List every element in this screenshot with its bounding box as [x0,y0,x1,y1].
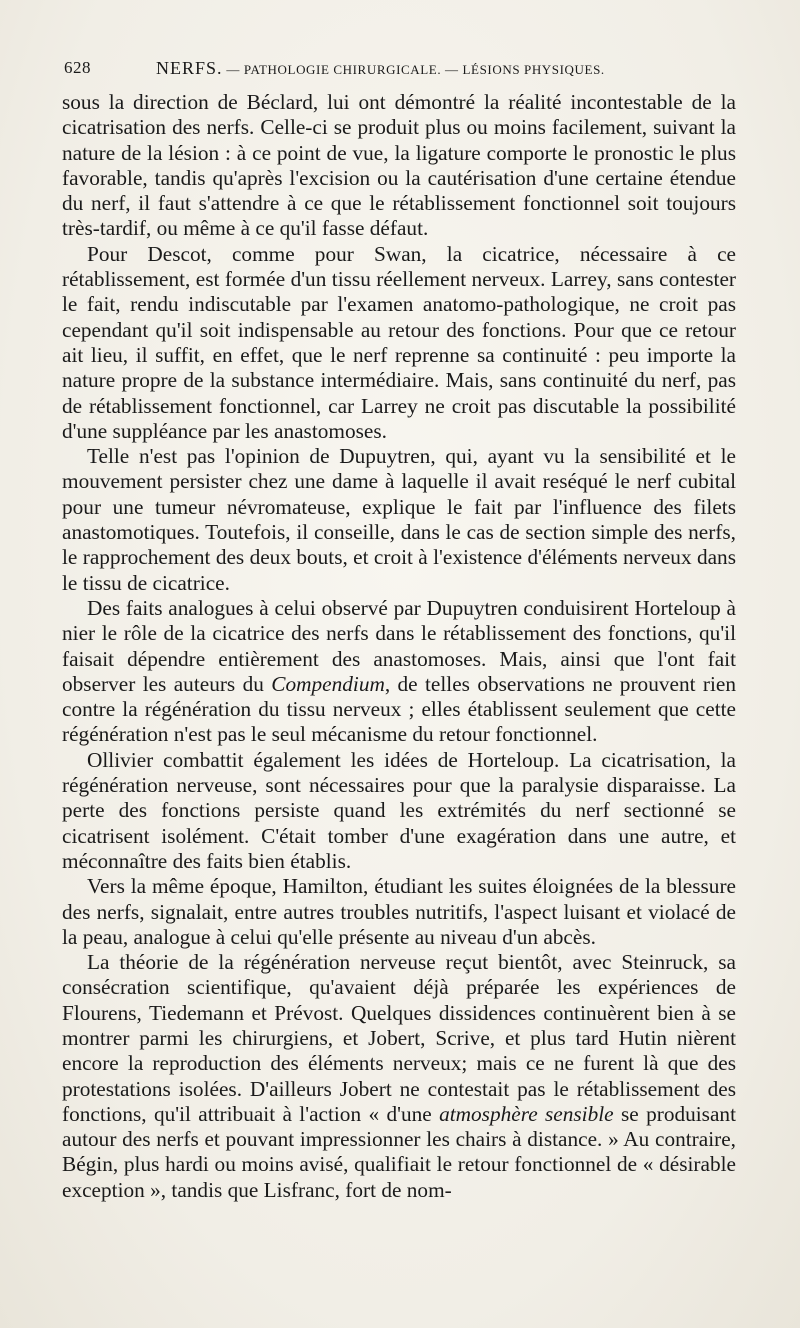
paragraph-text: Des faits analogues à celui observé par Dupuytren conduisirent Horteloup à nier le rôle de la cicatrice des nerfs dans le rétablissement des fonctions, qu'il faisait dépendre entièrement des anastomoses. Mais, ainsi que l'ont fait observer les auteurs du [62,595,736,696]
body-text [62,90,736,1203]
paragraph-text: Telle n'est pas l'opinion de Dupuytren, qui, ayant vu la sensibilité et le mouvement persister chez une dame à laquelle il avait reséqué le nerf cubital pour une tumeur névromateuse, explique le fait par l'influence des filets anastomotiques. Toutefois, il conseille, dans le cas de section simple des nerfs, le rapprochement des deux bouts, et croit à l'existence d'éléments nerveux dans le tissu de cicatrice. [62,444,736,595]
paragraph-text: sous la direction de Béclard, lui ont démontré la réalité incontestable de la cicatrisation des nerfs. Celle-ci se produit plus ou moins facilement, suivant la nature de la lésion : à ce point de vue, la ligature comporte le pronostic le plus favorable, tandis qu'après l'excision ou la cautérisation d'une certaine étendue du nerf, il faut s'attendre à ce que le rétablissement fonctionnel soit toujours très-tardif, ou même à ce qu'il fasse défaut. [62,90,736,241]
paragraph [62,748,736,874]
paragraph [62,90,736,242]
page-header [64,58,760,82]
running-head [156,58,605,79]
paragraph [62,950,736,1203]
page-number: 628 [64,58,91,77]
running-head-section: — PATHOLOGIE CHIRURGICALE. — LÉSIONS PHYSIQUES. [222,62,605,77]
paragraph-text: , de telles observations ne prouvent rien contre la régénération du tissu nerveux ; elles établissent seulement que cette régénération n'est pas le seul mécanisme du retour fonctionnel. [62,671,736,747]
italic-text: Compendium [271,671,385,696]
paragraph-text: Pour Descot, comme pour Swan, la cicatrice, nécessaire à ce rétablissement, est formée d'un tissu réellement nerveux. Larrey, sans contester le fait, rendu indiscutable par l'examen anatomo-pathologique, ne croit pas cependant qu'il soit indispensable au retour des fonctions. Pour que ce retour ait lieu, il suffit, en effet, que le nerf reprenne sa continuité : peu importe la nature propre de la substance intermédiaire. Mais, sans continuité du nerf, pas de rétablissement fonctionnel, car Larrey ne croit pas discutable la possibilité d'une suppléance par les anastomoses. [62,241,736,443]
paragraph [62,242,736,444]
paragraph [62,874,736,950]
paragraph-text: Ollivier combattit également les idées de Horteloup. La cicatrisation, la régénération nerveuse, sont nécessaires pour que la paralysie disparaisse. La perte des fonctions persiste quand les extrémités du nerf sectionné se cicatrisent isolément. C'était tomber d'une exagération dans une autre, et méconnaître des faits bien établis. [62,747,736,873]
paragraph-text: se produisant autour des nerfs et pouvant impressionner les chairs à distance. » Au contraire, Bégin, plus hardi ou moins avisé, qualifiait le retour fonctionnel de « désirable exception », tandis que Lisfranc, fort de nom- [62,1101,736,1202]
paragraph-text: Vers la même époque, Hamilton, étudiant les suites éloignées de la blessure des nerfs, signalait, entre autres troubles nutritifs, l'aspect luisant et violacé de la peau, analogue à celui qu'elle présente au niveau d'un abcès. [62,874,736,949]
running-head-main: NERFS. [156,58,223,78]
italic-text: atmosphère sensible [439,1101,614,1126]
paragraph [62,444,736,596]
paragraph [62,596,736,748]
paragraph-text: La théorie de la régénération nerveuse reçut bientôt, avec Steinruck, sa consécration scientifique, qu'avaient déjà préparée les expériences de Flourens, Tiedemann et Prévost. Quelques dissidences continuèrent bien à se montrer parmi les chirurgiens, et Jobert, Scrive, et plus tard Hutin nièrent encore la reproduction des éléments nerveux; mais ce ne furent là que des protestations isolées. D'ailleurs Jobert ne contestait pas le rétablissement des fonctions, qu'il attribuait à l'action « d'une [62,950,736,1126]
